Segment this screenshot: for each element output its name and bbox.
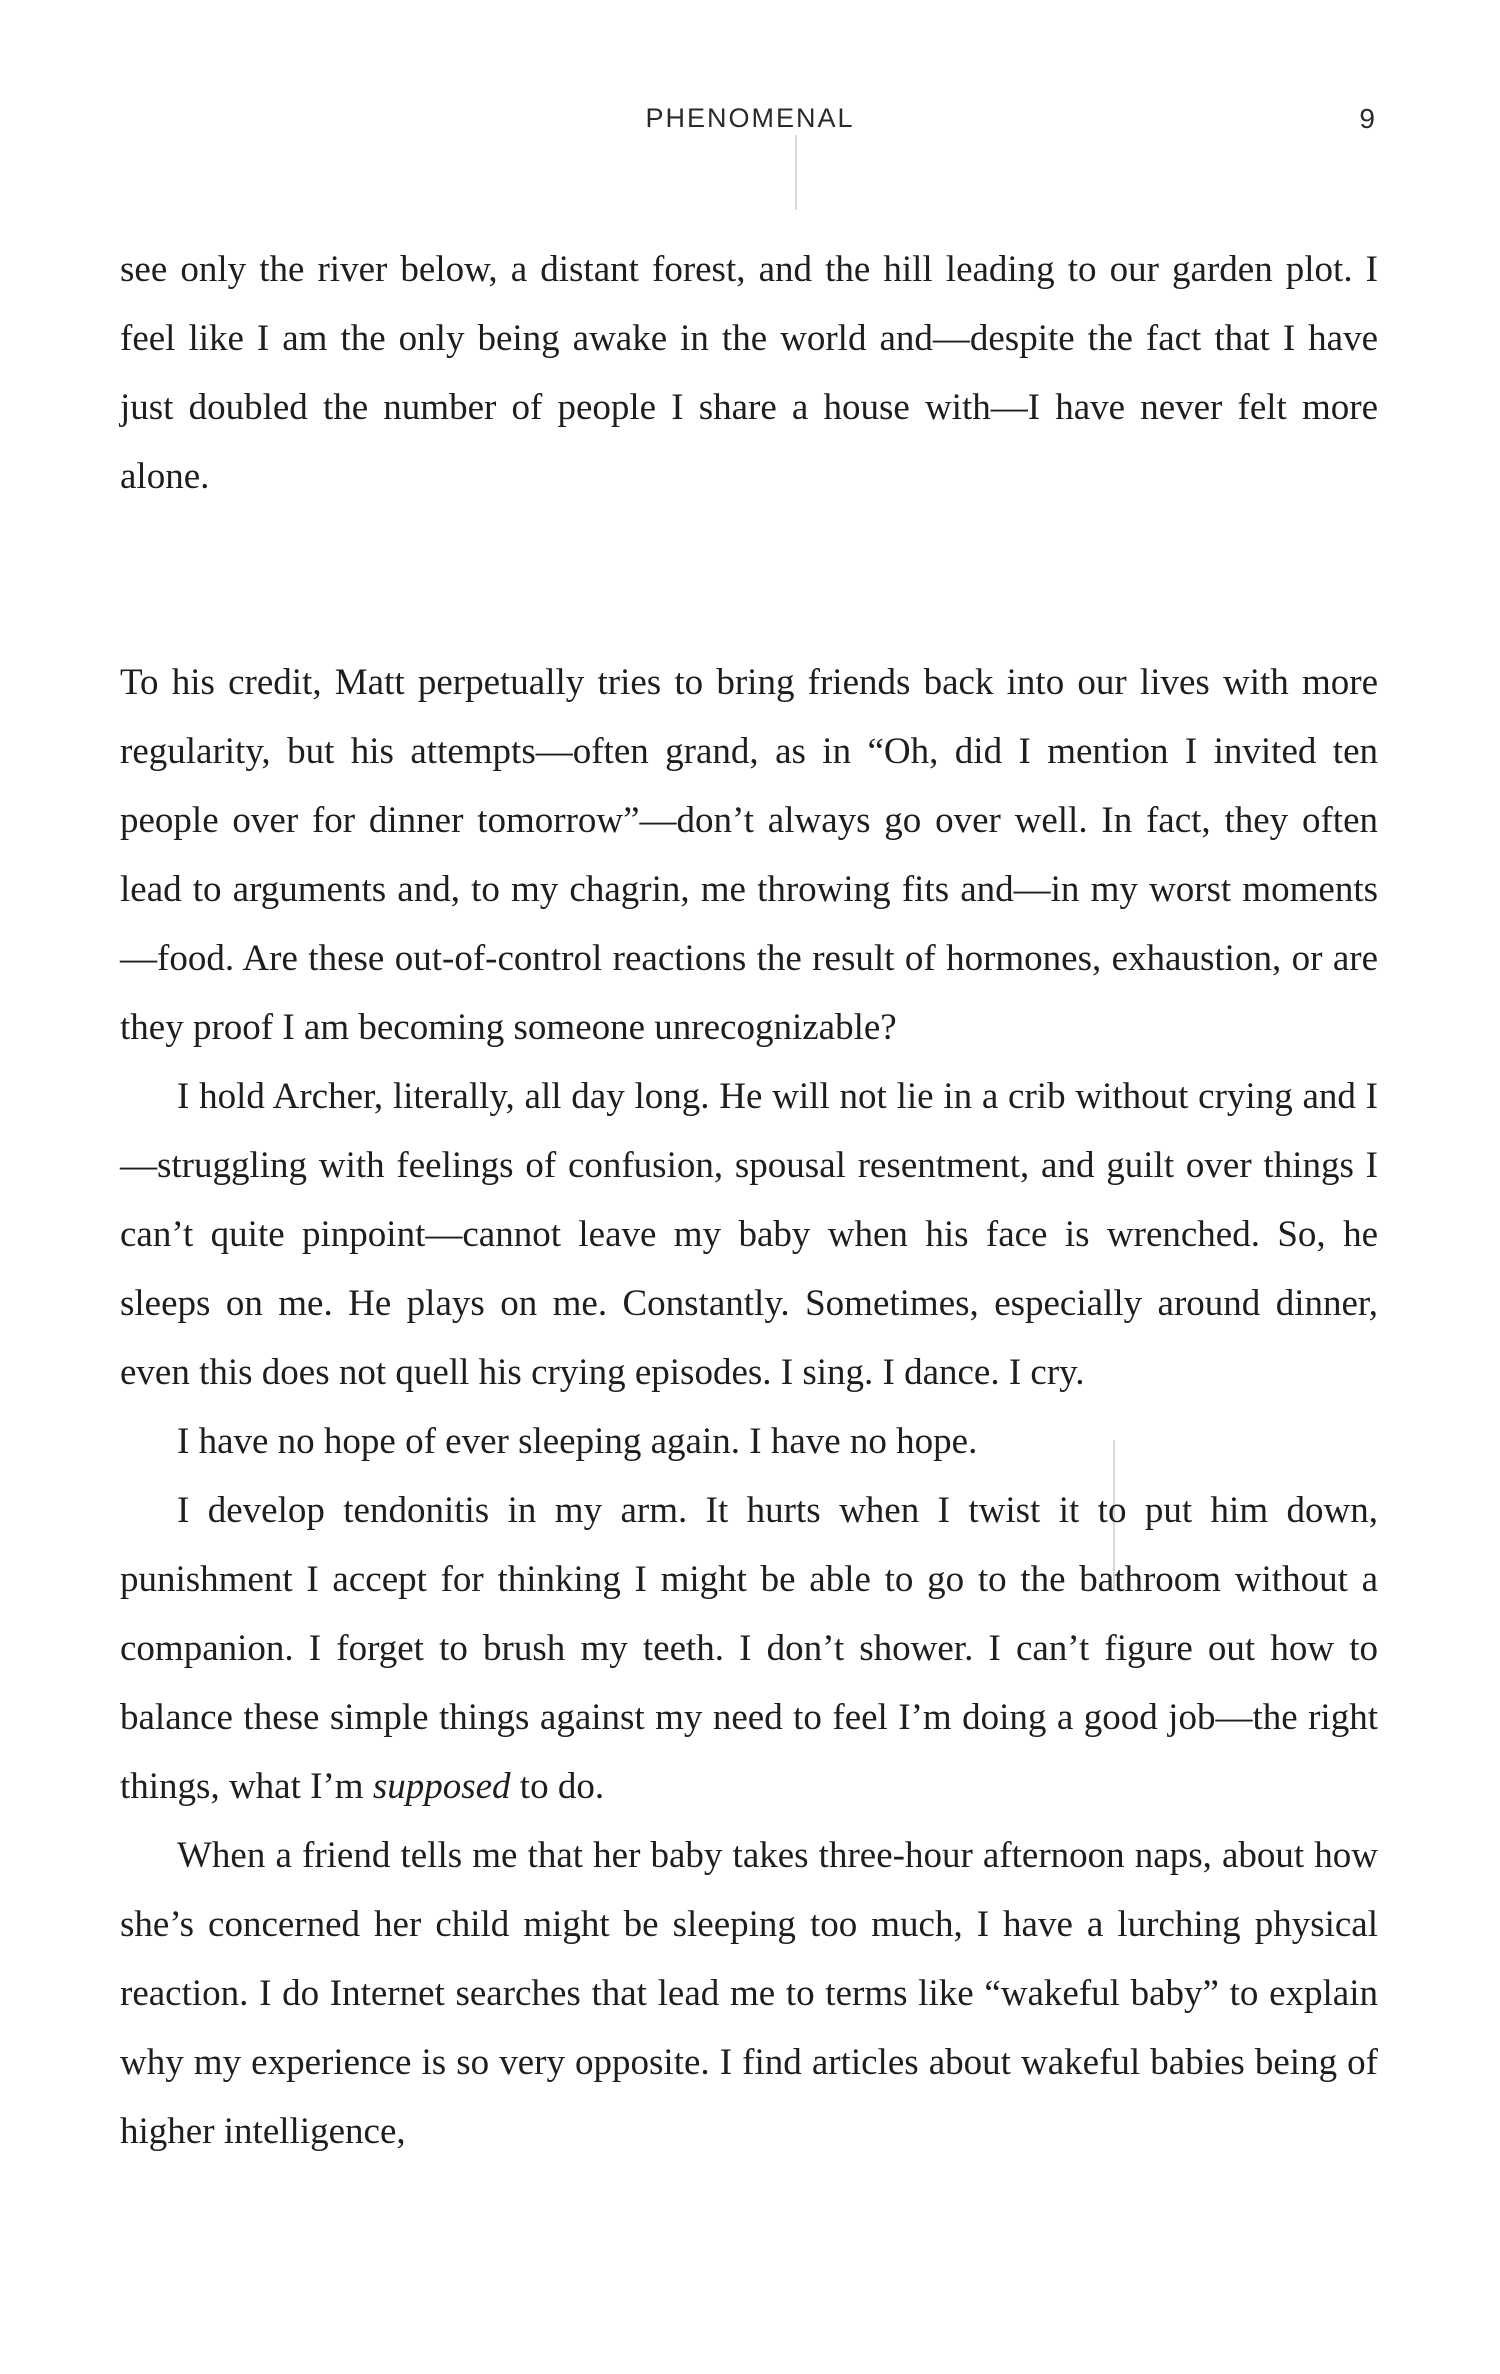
paragraph: When a friend tells me that her baby takes three-hour afternoon naps, about how she’s concerned her child might be sleeping too much, I have a lurching physical reaction. I do Internet searches that lead me to terms like “wakeful baby” to explain why my experience is so very opposite. I find articles about wakeful babies being of higher intelligence, xyxy=(120,1835,1378,2152)
paragraph-text: I develop tendonitis in my arm. It hurts when I twist it to put him down, punishment I accept for thinking I might be able to go to the bathroom without a companion. I forget to brush my teeth. I don’t shower. I can’t figure out how to balance these simple things against my need to feel I’m doing a good job—the right things, what I’m xyxy=(120,1490,1378,1807)
paragraph: see only the river below, a distant forest, and the hill leading to our garden plot. I feel like I am the only being awake in the world and—despite the fact that I have just doubled the number of people I share a house with—I have never felt more alone. xyxy=(120,249,1378,497)
running-title: PHENOMENAL xyxy=(645,103,855,133)
paragraph: I have no hope of ever sleeping again. I have no hope. xyxy=(177,1421,978,1462)
paragraph: To his credit, Matt perpetually tries to bring friends back into our lives with more regularity, but his attempts—often grand, as in “Oh, did I mention I invited ten people over for dinner tomorrow”—don’t always go over well. In fact, they often lead to arguments and, to my chagrin, me throwing fits and—in my worst moments—food. Are these out-of-control reactions the result of hormones, exhaustion, or are they proof I am becoming someone unrecognizable? xyxy=(120,662,1378,1048)
paragraph-text: to do. xyxy=(510,1766,605,1807)
emphasis-text: supposed xyxy=(372,1766,511,1807)
paragraph xyxy=(120,1476,1378,1821)
paragraph: I hold Archer, literally, all day long. He will not lie in a crib without crying and I—struggling with feelings of confusion, spousal resentment, and guilt over things I can’t quite pinpoint—cannot leave my baby when his face is wrenched. So, he sleeps on me. He plays on me. Constantly. Sometimes, especially around dinner, even this does not quell his crying episodes. I sing. I dance. I cry. xyxy=(120,1076,1378,1393)
section-2-text xyxy=(120,648,1378,2166)
scan-artifact-line xyxy=(795,135,797,210)
section-1-text xyxy=(120,235,1378,511)
running-head xyxy=(0,103,1500,143)
page-number: 9 xyxy=(1359,103,1375,134)
